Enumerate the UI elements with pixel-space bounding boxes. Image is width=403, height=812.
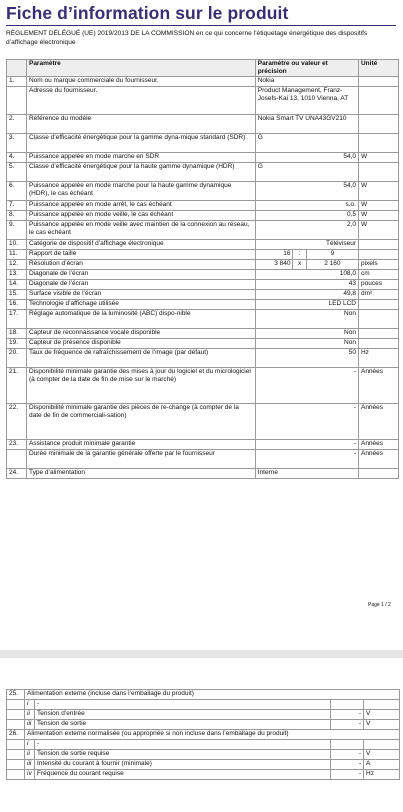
header-param: Paramètre — [26, 60, 255, 77]
table-row: 3. Classe d’efficacité énergétique pour la gamme dyna-mique standard (SDR) G — [7, 134, 399, 153]
table-row: Adresse du fournisseur. Product Management, Franz-Josefs-Kai 13, 1010 Vienna, AT — [7, 87, 399, 115]
table-row: ii Tension de sortie requise - V — [7, 750, 400, 760]
table-header — [7, 60, 399, 77]
table-row: 13. Diagonale de l’écran 108,0 cm — [7, 270, 399, 280]
table-row: i - — [7, 740, 400, 750]
table-row: iv Fréquence du courant requise - Hz — [7, 770, 400, 780]
power-supply-table — [6, 689, 400, 780]
table-row: 19. Capteur de présence disponible Non — [7, 339, 399, 349]
table-row: 9. Puissance appelée en mode veille avec maintien de la connexion au réseau, le cas échéant 2,0 W — [7, 221, 399, 240]
table-row: iii Intensité du courant à fournir (minimale) - A — [7, 760, 400, 770]
table-row: 14. Diagonale de l’écran 43 pouces — [7, 280, 399, 290]
regulation-intro: RÈGLEMENT DÉLÉGUÉ (UE) 2019/2013 DE LA COMMISSION en ce qui concerne l’étiquetage énergétique des dispositifs d’affichage électronique — [6, 30, 368, 46]
table-row: 2. Référence du modèle Nokia Smart TV UNA43GV210 — [7, 115, 399, 134]
table-row: 25. Alimentation externe (incluse dans l’emballage du produit) — [7, 690, 400, 700]
table-row: 18. Capteur de reconnaissance vocale disponible Non — [7, 329, 399, 339]
table-row: i - — [7, 700, 400, 710]
table-row: 15. Surface visible de l’écran 49,8 dm² — [7, 290, 399, 300]
table-row: 8. Puissance appelée en mode veille, le cas échéant 0,5 W — [7, 211, 399, 221]
table-row: 4. Puissance appelée en mode marche en SDR 54,0 W — [7, 153, 399, 163]
table-row: 22. Disponibilité minimale garantie des pièces de re-change (à compter de la date de fin de commerciali-sation) - Années — [7, 404, 399, 440]
table-row: 17. Réglage automatique de la luminosité (ABC) dispo-nible Non — [7, 310, 399, 329]
page-separator — [0, 650, 403, 658]
page-title: Fiche d’information sur le produit — [6, 3, 289, 23]
table-row: 12. Résolution d’écran 3 840 x 2 160 pixels — [7, 260, 399, 270]
table-row: 7. Puissance appelée en mode arrêt, le cas échéant s.o. W — [7, 201, 399, 211]
table-row: 10. Catégorie de dispositif d’affichage électronique Téléviseur — [7, 240, 399, 250]
product-info-table — [6, 59, 399, 479]
table-row: 16. Technologie d’affichage utilisée LED LCD — [7, 300, 399, 310]
table-row: 20. Taux de fréquence de rafraîchissement de l’image (par défaut) 50 Hz — [7, 349, 399, 368]
page-number: Page 1 / 2 — [368, 602, 391, 608]
table-row: 1. Nom ou marque commerciale du fournisseur. Nokia — [7, 77, 399, 87]
table-row: Durée minimale de la garantie générale offerte par le fournisseur - Années — [7, 450, 399, 469]
table-row: 6. Puissance appelée en mode marche pour la haute gamme dynamique (HDR), le cas échéant 54,0 W — [7, 182, 399, 201]
table-row: iii Tension de sortie - V — [7, 720, 400, 730]
table-row: 5. Classe d’efficacité énergétique pour la haute gamme dynamique (HDR) G — [7, 163, 399, 182]
table-row: 23. Assistance produit minimale garantie - Années — [7, 440, 399, 450]
table-row: 24. Type d’alimentation Interne — [7, 469, 399, 479]
header-unit: Unité — [358, 60, 398, 77]
header-value: Paramètre ou valeur et précision — [255, 60, 358, 77]
table-row: 26. Alimentation externe normalisée (ou appropriée si non incluse dans l’emballage du produit) — [7, 730, 400, 740]
title-rule — [6, 25, 396, 26]
table-row: ii Tension d’entrée - V — [7, 710, 400, 720]
table-row: 11. Rapport de taille 16 : 9 — [7, 250, 399, 260]
table-row: 21. Disponibilité minimale garantie des mises à jour du logiciel et du micrologiciel (à compter de la date de fin de mise sur le marché) - Années — [7, 368, 399, 404]
